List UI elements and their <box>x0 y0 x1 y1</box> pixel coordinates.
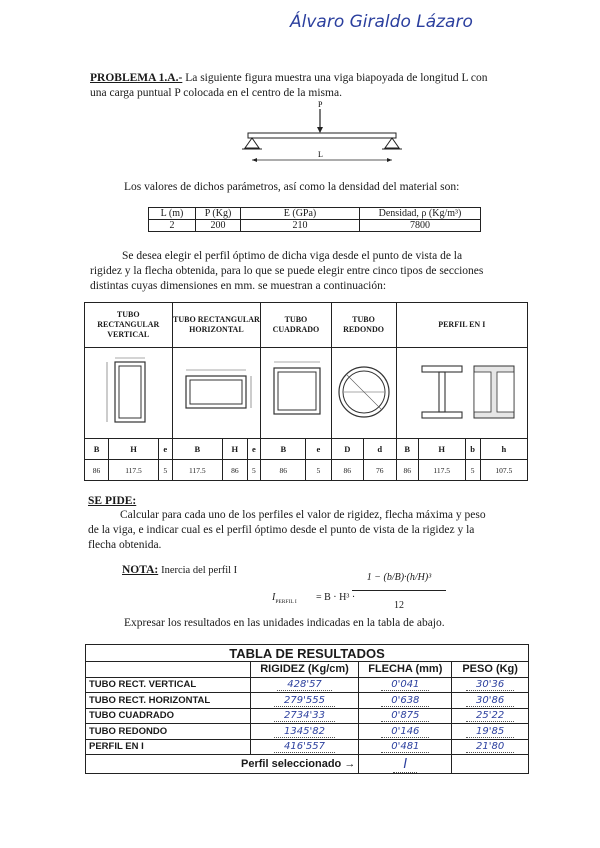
results-blank-header <box>86 662 251 678</box>
results-row-name: TUBO REDONDO <box>86 724 251 740</box>
dim-label: e <box>247 439 261 460</box>
results-title: TABLA DE RESULTADOS <box>86 645 529 662</box>
note-text: Inercia del perfil I <box>161 565 238 576</box>
sections-label-row <box>85 439 528 460</box>
params-header-row <box>149 208 481 220</box>
dim-value: 5 <box>306 460 331 481</box>
results-col-header: RIGIDEZ (Kg/cm) <box>250 662 359 678</box>
dim-label: D <box>331 439 364 460</box>
dim-label: h <box>480 439 527 460</box>
se-pide-line-1: Calcular para cada uno de los perfiles el valor de rigidez, flecha máxima y peso <box>120 509 486 521</box>
dim-label: e <box>306 439 331 460</box>
sections-table <box>84 302 528 481</box>
length-label: L <box>318 150 323 159</box>
square-tube-icon <box>264 352 328 432</box>
rect-horizontal-figure <box>172 348 261 439</box>
dim-label: B <box>396 439 418 460</box>
results-row <box>86 739 529 755</box>
params-value: 7800 <box>360 220 481 232</box>
rigidez-value: 416'557 <box>274 741 335 753</box>
section-name: TUBO REDONDO <box>331 303 396 348</box>
problem-title: PROBLEMA 1.A.- <box>90 72 183 84</box>
rect-horizontal-tube-icon <box>176 352 256 432</box>
params-header: P (Kg) <box>196 208 241 220</box>
params-header: Densidad, ρ (Kg/m³) <box>360 208 481 220</box>
results-row-name: TUBO CUADRADO <box>86 708 251 724</box>
se-pide-title: SE PIDE: <box>88 495 137 507</box>
peso-cell <box>452 724 529 740</box>
round-tube-icon <box>332 352 396 432</box>
flecha-cell <box>359 708 452 724</box>
dim-value: 86 <box>261 460 306 481</box>
results-col-header: PESO (Kg) <box>452 662 529 678</box>
params-value-row <box>149 220 481 232</box>
dim-value: 5 <box>158 460 172 481</box>
dim-value: 117.5 <box>172 460 223 481</box>
flecha-value: 0'041 <box>381 679 429 691</box>
dim-label: H <box>418 439 465 460</box>
dim-arrow-left <box>252 158 257 162</box>
express-text: Expresar los resultados en las unidades indicadas en la tabla de abajo. <box>124 617 445 629</box>
selected-profile-value: I <box>393 757 417 773</box>
dim-arrow-right <box>387 158 392 162</box>
rigidez-value: 2734'33 <box>274 710 335 722</box>
selected-profile-row <box>86 755 529 774</box>
results-row <box>86 724 529 740</box>
params-table <box>148 207 481 232</box>
square-figure <box>261 348 331 439</box>
rigidez-cell <box>250 693 359 709</box>
load-label: P <box>318 100 323 109</box>
section-name: TUBO CUADRADO <box>261 303 331 348</box>
selection-line-3: distintas cuyas dimensiones en mm. se muestran a continuación: <box>90 280 387 292</box>
formula-rhs: = B · H³ · <box>316 592 356 603</box>
peso-value: 25'22 <box>466 710 514 722</box>
results-table <box>85 644 529 774</box>
params-value: 210 <box>241 220 360 232</box>
section-name: TUBO RECTANGULAR VERTICAL <box>85 303 173 348</box>
dim-label: H <box>223 439 247 460</box>
flecha-value: 0'146 <box>381 726 429 738</box>
flecha-cell <box>359 693 452 709</box>
selected-profile-label: Perfil seleccionado → <box>86 755 359 774</box>
peso-value: 21'80 <box>466 741 514 753</box>
problem-statement <box>90 71 530 101</box>
inertia-formula <box>272 562 472 617</box>
sections-figure-row <box>85 348 528 439</box>
se-pide-line-3: flecha obtenida. <box>88 539 162 551</box>
flecha-value: 0'481 <box>381 741 429 753</box>
section-name: TUBO RECTANGULAR HORIZONTAL <box>172 303 261 348</box>
peso-value: 19'85 <box>466 726 514 738</box>
dim-value: 76 <box>364 460 397 481</box>
right-support <box>385 138 399 148</box>
dim-value: 86 <box>331 460 364 481</box>
params-intro: Los valores de dichos parámetros, así como la densidad del material son: <box>124 181 460 193</box>
dim-label: d <box>364 439 397 460</box>
note-label: NOTA: <box>122 564 159 576</box>
problem-line-1: La siguiente figura muestra una viga biapoyada de longitud L con <box>185 72 488 84</box>
results-title-row <box>86 645 529 662</box>
problem-line-2: una carga puntual P colocada en el centro de la misma. <box>90 87 342 99</box>
i-beam-icon <box>402 352 522 432</box>
dim-value: 107.5 <box>480 460 527 481</box>
se-pide-text <box>88 508 528 553</box>
rigidez-value: 279'555 <box>274 695 335 707</box>
section-name: PERFIL EN I <box>396 303 527 348</box>
peso-value: 30'86 <box>466 695 514 707</box>
se-pide-line-2: de la viga, e indicar cual es el perfil óptimo desde el punto de vista de la rigidez y la <box>88 524 475 536</box>
round-figure <box>331 348 396 439</box>
dim-label: B <box>85 439 109 460</box>
peso-cell <box>452 708 529 724</box>
left-support <box>245 138 259 148</box>
dim-label: H <box>109 439 159 460</box>
rect-vertical-tube-icon <box>93 352 163 432</box>
beam-diagram <box>230 98 410 170</box>
dim-value: 5 <box>247 460 261 481</box>
results-row <box>86 677 529 693</box>
rigidez-cell <box>250 708 359 724</box>
results-row-name: TUBO RECT. HORIZONTAL <box>86 693 251 709</box>
params-value: 200 <box>196 220 241 232</box>
dim-label: b <box>465 439 480 460</box>
selection-text <box>90 249 522 294</box>
dim-label: e <box>158 439 172 460</box>
dim-value: 117.5 <box>109 460 159 481</box>
peso-cell <box>452 693 529 709</box>
flecha-cell <box>359 724 452 740</box>
peso-cell <box>452 677 529 693</box>
dim-value: 5 <box>465 460 480 481</box>
peso-value: 30'36 <box>466 679 514 691</box>
results-row <box>86 708 529 724</box>
dim-value: 86 <box>85 460 109 481</box>
results-header-row <box>86 662 529 678</box>
dim-value: 86 <box>396 460 418 481</box>
selection-line-1: Se desea elegir el perfil óptimo de dicha viga desde el punto de vista de la <box>122 250 463 262</box>
results-row-name: TUBO RECT. VERTICAL <box>86 677 251 693</box>
sections-value-row <box>85 460 528 481</box>
load-arrowhead <box>317 127 323 133</box>
rect-vertical-figure <box>85 348 173 439</box>
params-value: 2 <box>149 220 196 232</box>
rigidez-cell <box>250 677 359 693</box>
dim-label: B <box>172 439 223 460</box>
results-row-name: PERFIL EN I <box>86 739 251 755</box>
rigidez-cell <box>250 724 359 740</box>
formula-i: I <box>272 592 276 603</box>
results-col-header: FLECHA (mm) <box>359 662 452 678</box>
author-signature: Álvaro Giraldo Lázaro <box>290 12 473 32</box>
flecha-cell <box>359 739 452 755</box>
dim-label: B <box>261 439 306 460</box>
beam <box>248 133 396 138</box>
rigidez-value: 428'57 <box>277 679 332 691</box>
flecha-cell <box>359 677 452 693</box>
selected-profile-blank <box>452 755 529 774</box>
dim-value: 86 <box>223 460 247 481</box>
formula-subscript: PERFIL I <box>275 599 297 605</box>
formula-lhs <box>272 592 297 605</box>
rigidez-cell <box>250 739 359 755</box>
i-beam-figure <box>396 348 527 439</box>
flecha-value: 0'638 <box>381 695 429 707</box>
formula-numerator: 1 − (b/B)·(h/H)³ <box>366 572 432 583</box>
selected-profile-cell <box>359 755 452 774</box>
sections-header-row <box>85 303 528 348</box>
params-header: E (GPa) <box>241 208 360 220</box>
formula-fraction-bar <box>352 590 446 591</box>
flecha-value: 0'875 <box>381 710 429 722</box>
formula-denominator: 12 <box>394 600 404 611</box>
params-header: L (m) <box>149 208 196 220</box>
note <box>122 563 237 578</box>
results-row <box>86 693 529 709</box>
rigidez-value: 1345'82 <box>274 726 335 738</box>
selection-line-2: rigidez y la flecha obtenida, para lo que se puede elegir entre cinco tipos de secciones <box>90 265 484 277</box>
dim-value: 117.5 <box>418 460 465 481</box>
peso-cell <box>452 739 529 755</box>
